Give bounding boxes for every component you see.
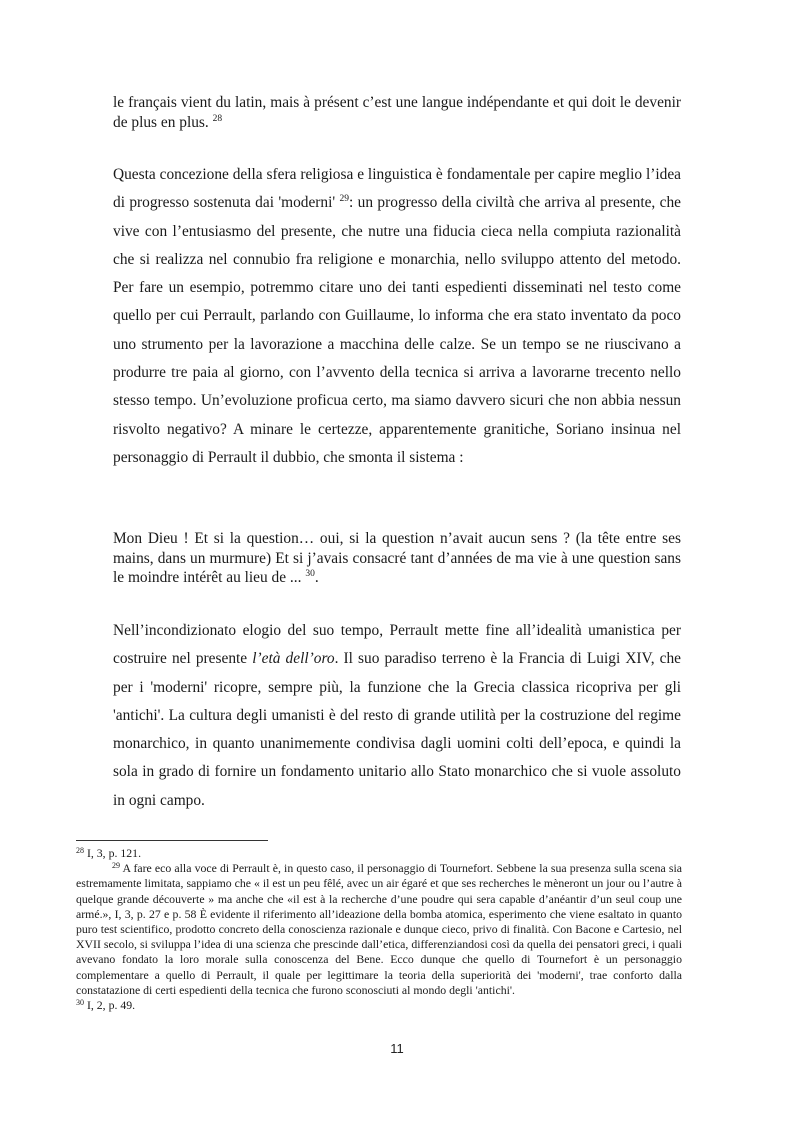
italic-phrase: l’età dell’oro <box>252 650 335 668</box>
block-quote-perrault: Mon Dieu ! Et si la question… oui, si la question n’avait aucun sens ? (la tête entre ses mains, dans un murmure) Et si j’avais consacré tant d’années de ma vie à une question sans le moindre intérêt au lieu de ... $^{30}$. <box>113 530 681 586</box>
footnote-ref-29[interactable]: 29 <box>339 194 350 205</box>
body-paragraph: Questa concezione della sfera religiosa e linguistica è fondamentale per capire meglio l’idea di progresso sostenuta dai 'moderni' $^{29}$: un progresso della civiltà che arriva al presente, che vive con l’entusiasmo del presente, che nutre una fiducia cieca nella compiuta razionalità che si realizza nel connubio fra religione e monarchia, nello sviluppo attento del metodo. Per fare un esempio, potremmo citare uno dei tanti espedienti disseminati nel testo come quello per cui Perrault, parlando con Guillaume, lo informa che era stato inventato da poco uno strumento per la lavorazione a macchina delle calze. Se un tempo se ne riuscivano a produrre tre paia al giorno, con l’avvento della tecnica si arriva a lavorarne trecento nello stesso tempo. Un’evoluzione proficua certo, ma siamo davvero sicuri che non abbia nessun risvolto negativo? A minare le certezze, apparentemente granitiche, Soriano insinua nel personaggio di Perrault il dubbio, che smonta il sistema : <box>113 166 681 466</box>
body-paragraph: Nell’incondizionato elogio del suo tempo, Perrault mette fine all’idealità umanistica per costruire nel presente l’età dell’oro. Il suo paradiso terreno è la Francia di Luigi XIV, che per i 'moderni' ricopre, sempre più, la funzione che la Grecia classica ricopriva per gli 'antichi'. La cultura degli umanisti è del resto di grande utilità per la costruzione del regime monarchico, in quanto unanimemente condivisa dagli uomini colti dell’epoca, e quindi la sola in grado di fornire un fondamento unitario allo Stato monarchico che si vuole assoluto in ogni campo. <box>113 622 681 809</box>
footnote-28: $^{28}$ I, 3, p. 121. <box>76 846 142 860</box>
page-number: 11 <box>390 1041 404 1056</box>
footnote-ref-30[interactable]: 30 <box>305 569 315 579</box>
footnote-separator <box>76 840 268 841</box>
footnotes <box>76 846 682 1013</box>
block-quote-french: le français vient du latin, mais à présent c’est une langue indépendante et qui doit le devenir de plus en plus. $^{28}$ <box>113 94 681 131</box>
footnote-ref-28[interactable]: 28 <box>212 114 223 124</box>
footnote-29: $^{29}$ A fare eco alla voce di Perrault è, in questo caso, il personaggio di Tournefort. Sebbene la sua presenza sulla scena sia estremamente limitata, sappiamo che « il est un peu fêlé, avec un air égaré et que ses recherches le mèneront un jour ou l’autre à quelque grande découverte » ma anche che «il est à la recherche d’une poudre qui sera capable d’anéantir d’un seul coup une armé.», I, 3, p. 27 e p. 58 È evidente il riferimento all’ideazione della bomba atomica, esperimento che viene esaltato in quanto puro test scientifico, prodotto concreto della conoscienza razionale e dunque cieco, privo di finalità. Con Bacone e Cartesio, nel XVII secolo, si sviluppa l’idea di una scienza che prescinde dall’etica, differenziandosi così da quella dei pensatori greci, i quali avevano fondato la loro morale sulla conoscenza del Bene. Ecco dunque che quello di Tournefort è un personaggio complementare a quello di Perrault, il quale per legittimare la teoria della superiorità dei 'moderni', trae conforto dalla constatazione di certi espedienti della tecnica che furono sconosciuti al mondo degli 'antichi'. <box>76 861 682 997</box>
footnote-30: $^{30}$ I, 2, p. 49. <box>76 998 136 1013</box>
